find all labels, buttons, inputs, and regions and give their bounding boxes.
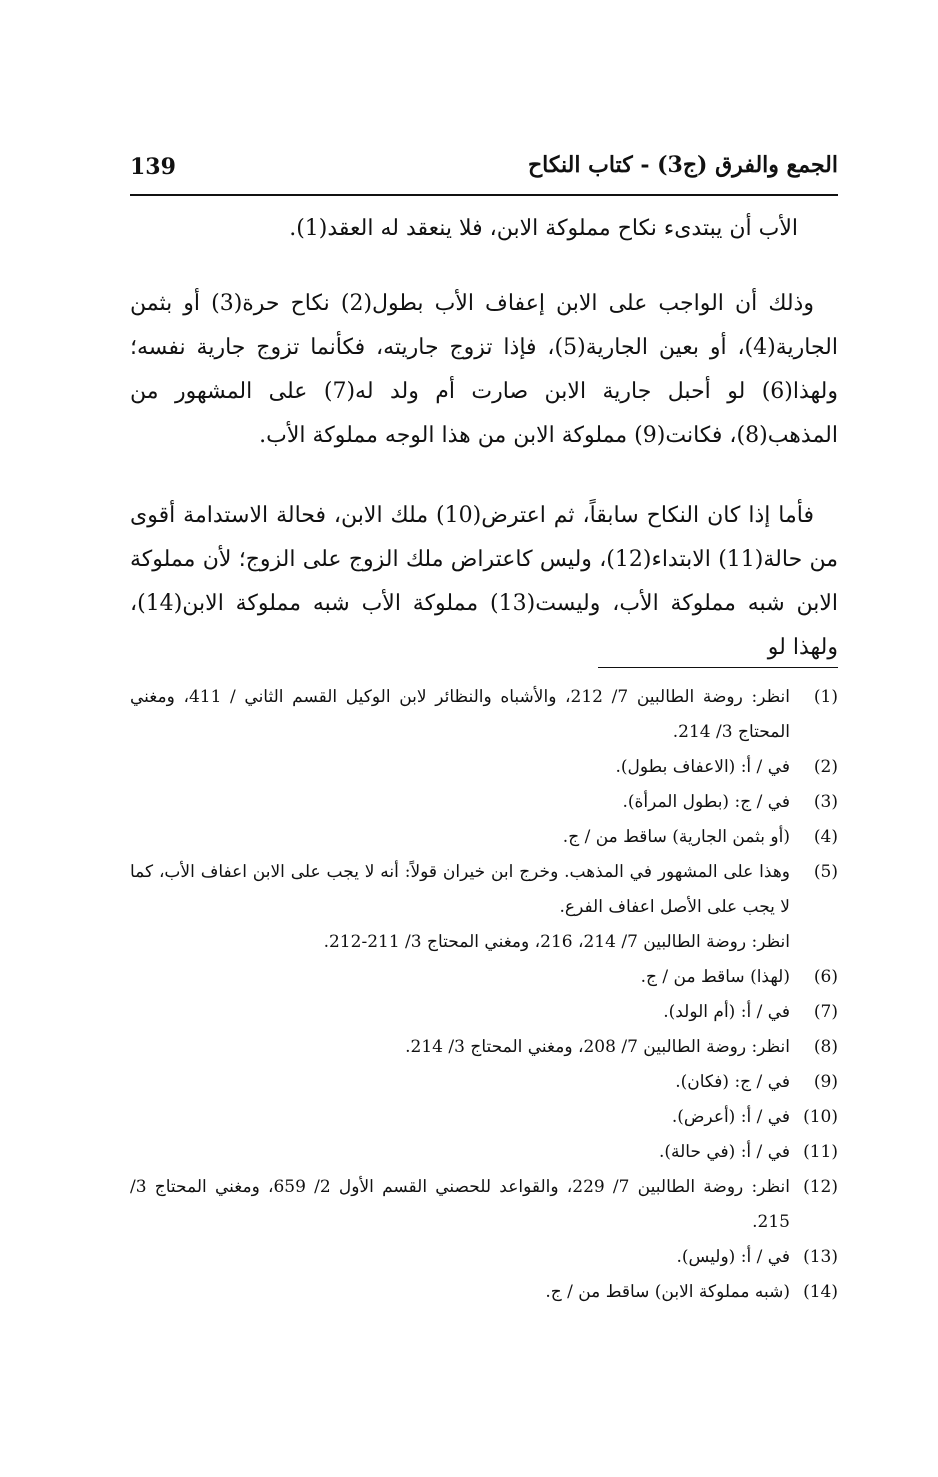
footnote-text: في / أ: (وليس). [676, 1247, 790, 1267]
footnote-text: وهذا على المشهور في المذهب. وخرج ابن خيران قولاً: أنه لا يجب على الابن اعفاف الأب، كما لا يجب على الأصل اعفاف الفرع. [130, 862, 790, 917]
footnote-item [130, 1030, 838, 1065]
footnote-number: (11) [803, 1142, 838, 1162]
footnotes [130, 680, 838, 1310]
footnote-number: (3) [813, 792, 838, 812]
footnote-item [130, 1100, 838, 1135]
footnote-text: انظر: روضة الطالبين 7/ 208، ومغني المحتاج 3/ 214. [405, 1037, 790, 1057]
footnote-continuation: انظر: روضة الطالبين 7/ 214، 216، ومغني المحتاج 3/ 211-212. [323, 932, 790, 952]
footnote-text: (شبه مملوكة الابن) ساقط من / ج. [545, 1282, 790, 1302]
footnote-item [130, 785, 838, 820]
footnote-item [130, 1135, 838, 1170]
body-paragraph-3 [130, 494, 838, 670]
footnote-item [130, 995, 838, 1030]
footnote-item [130, 820, 838, 855]
footnote-item [130, 680, 838, 750]
footnote-number: (8) [813, 1037, 838, 1057]
footnote-number: (2) [813, 757, 838, 777]
footnote-text: في / أ: (أعرض). [671, 1107, 790, 1127]
footnote-number: (4) [813, 827, 838, 847]
footnote-number: (7) [813, 1002, 838, 1022]
footnote-item [130, 855, 838, 925]
footnote-text: (لهذا) ساقط من / ج. [640, 967, 790, 987]
footnote-text: انظر: روضة الطالبين 7/ 212، والأشباه والنظائر لابن الوكيل القسم الثاني / 411، ومغني المحتاج 3/ 214. [130, 687, 790, 742]
footnote-number: (13) [803, 1247, 838, 1267]
footnote-number: (1) [813, 687, 838, 707]
footnote-number: (9) [813, 1072, 838, 1092]
footnote-text: انظر: روضة الطالبين 7/ 229، والقواعد للحصني القسم الأول 2/ 659، ومغني المحتاج 3/ 215. [130, 1177, 790, 1232]
footnote-text: (أو بثمن الجارية) ساقط من / ج. [562, 827, 790, 847]
footnote-item [130, 750, 838, 785]
paragraph-text: الأب أن يبتدىء نكاح مملوكة الابن، فلا ينعقد له العقد(1). [289, 216, 798, 241]
footnote-text: في / ج: (فكان). [675, 1072, 790, 1092]
footnote-text: في / ج: (بطول المرأة). [622, 792, 790, 812]
footnote-item [130, 1275, 838, 1310]
footnote-number: (12) [803, 1177, 838, 1197]
page-header [130, 150, 838, 196]
footnote-item [130, 960, 838, 995]
body-paragraph-2 [130, 282, 838, 458]
footnote-number: (14) [803, 1282, 838, 1302]
body-paragraph-1 [130, 207, 838, 251]
footnote-item [130, 1240, 838, 1275]
page-number: 139 [130, 154, 176, 180]
footnote-text: في / أ: (الاعفاف بطول). [615, 757, 790, 777]
footnote-separator [598, 667, 838, 668]
footnote-text: في / أ: (أم الولد). [663, 1002, 790, 1022]
paragraph-text: فأما إذا كان النكاح سابقاً، ثم اعترض(10) ملك الابن، فحالة الاستدامة أقوى من حالة(11) الابتداء(12)، وليس كاعتراض ملك الزوج على الزوج؛ لأن مملوكة الابن شبه مملوكة الأب، وليست(13) مملوكة الأب شبه مملوكة الابن(14)، ولهذا لو [130, 503, 838, 660]
footnote-number: (10) [803, 1107, 838, 1127]
footnote-number: (6) [813, 967, 838, 987]
footnote-number: (5) [813, 862, 838, 882]
running-title: الجمع والفرق (ج3) - كتاب النكاح [527, 152, 838, 178]
footnote-text: في / أ: (في حالة). [658, 1142, 790, 1162]
footnote-item [130, 1170, 838, 1240]
footnote-item [130, 1065, 838, 1100]
paragraph-text: وذلك أن الواجب على الابن إعفاف الأب بطول(2) نكاح حرة(3) أو بثمن الجارية(4)، أو بعين الجارية(5)، فإذا تزوج جاريته، فكأنما تزوج جارية نفسه؛ ولهذا(6) لو أحبل جارية الابن صارت أم ولد له(7) على المشهور من المذهب(8)، فكانت(9) مملوكة الابن من هذا الوجه مملوكة الأب. [130, 291, 839, 448]
